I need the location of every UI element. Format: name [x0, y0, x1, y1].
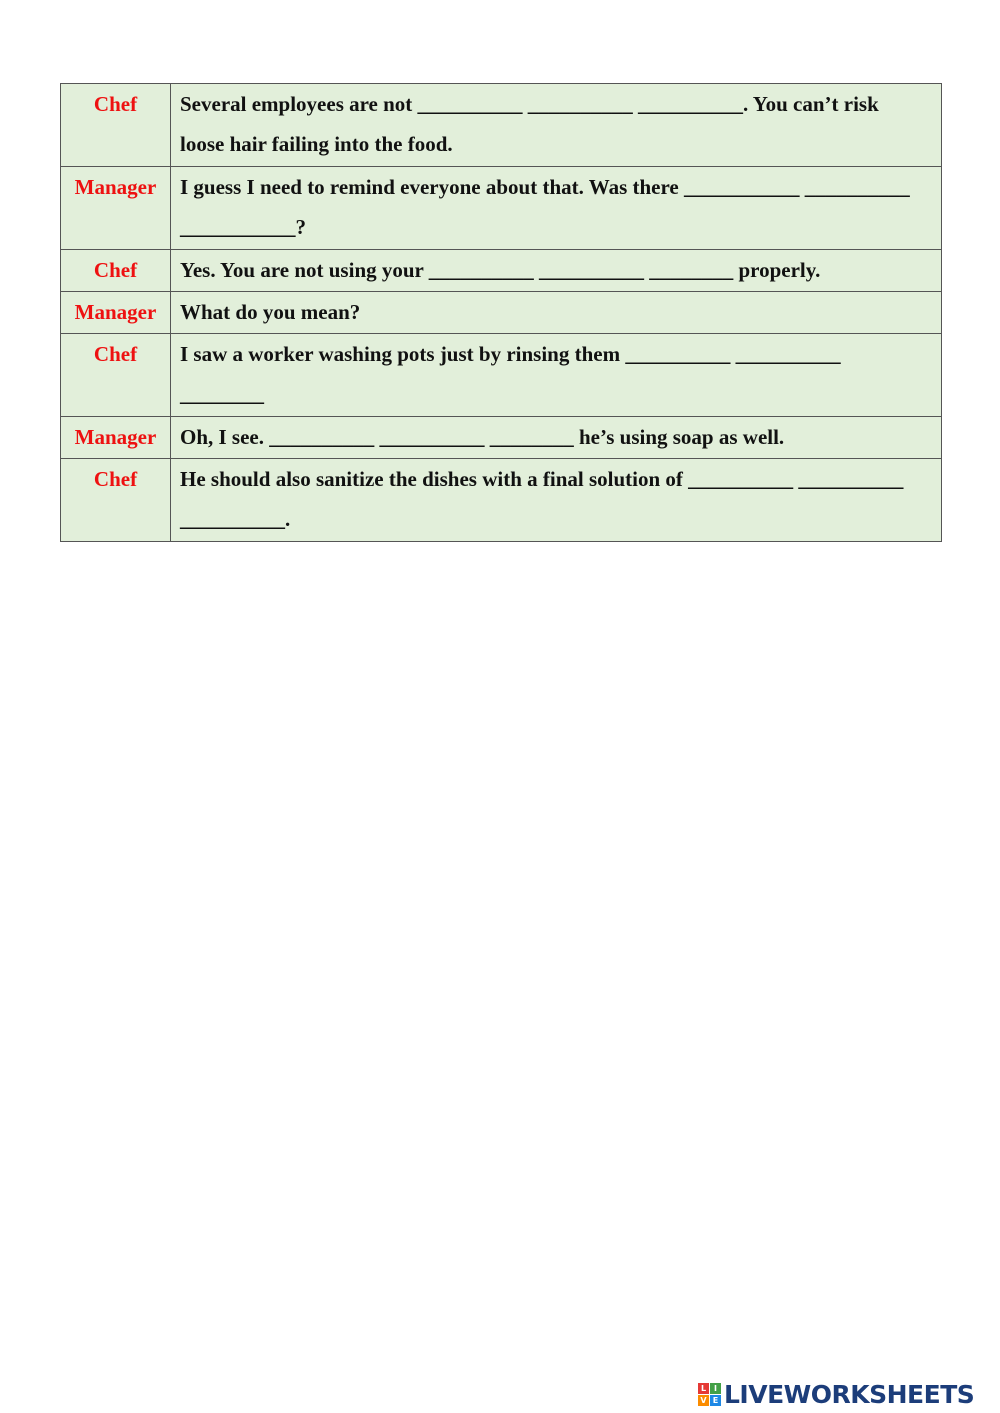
- dialogue-line: He should also sanitize the dishes with a final solution of __________ __________ __________.: [171, 459, 942, 542]
- speaker-name: Manager: [61, 167, 171, 250]
- speaker-name: Chef: [61, 250, 171, 292]
- speaker-name: Manager: [61, 417, 171, 459]
- dialogue-row: [61, 459, 942, 542]
- dialogue-line: I saw a worker washing pots just by rinsing them __________ __________ ________: [171, 334, 942, 417]
- logo-tile: E: [710, 1395, 721, 1406]
- dialogue-row: [61, 250, 942, 292]
- speaker-name: Chef: [61, 459, 171, 542]
- dialogue-line: Several employees are not __________ __________ __________. You can’t risk loose hair failing into the food.: [171, 84, 942, 167]
- dialogue-row: [61, 167, 942, 250]
- liveworksheets-logo-icon: [698, 1383, 721, 1406]
- dialogue-line: Yes. You are not using your __________ __________ ________ properly.: [171, 250, 942, 292]
- dialogue-line: I guess I need to remind everyone about that. Was there ___________ __________ ___________?: [171, 167, 942, 250]
- brand-name: LIVEWORKSHEETS: [724, 1379, 975, 1409]
- logo-tile: V: [698, 1395, 709, 1406]
- dialogue-row: [61, 292, 942, 334]
- dialogue-row: [61, 334, 942, 417]
- logo-tile: I: [710, 1383, 721, 1394]
- dialogue-row: [61, 84, 942, 167]
- logo-tile: L: [698, 1383, 709, 1394]
- speaker-name: Manager: [61, 292, 171, 334]
- dialogue-line: Oh, I see. __________ __________ ________ he’s using soap as well.: [171, 417, 942, 459]
- liveworksheets-brand: [698, 1379, 974, 1409]
- dialogue-table: [60, 83, 942, 542]
- dialogue-line: What do you mean?: [171, 292, 942, 334]
- speaker-name: Chef: [61, 334, 171, 417]
- dialogue-row: [61, 417, 942, 459]
- speaker-name: Chef: [61, 84, 171, 167]
